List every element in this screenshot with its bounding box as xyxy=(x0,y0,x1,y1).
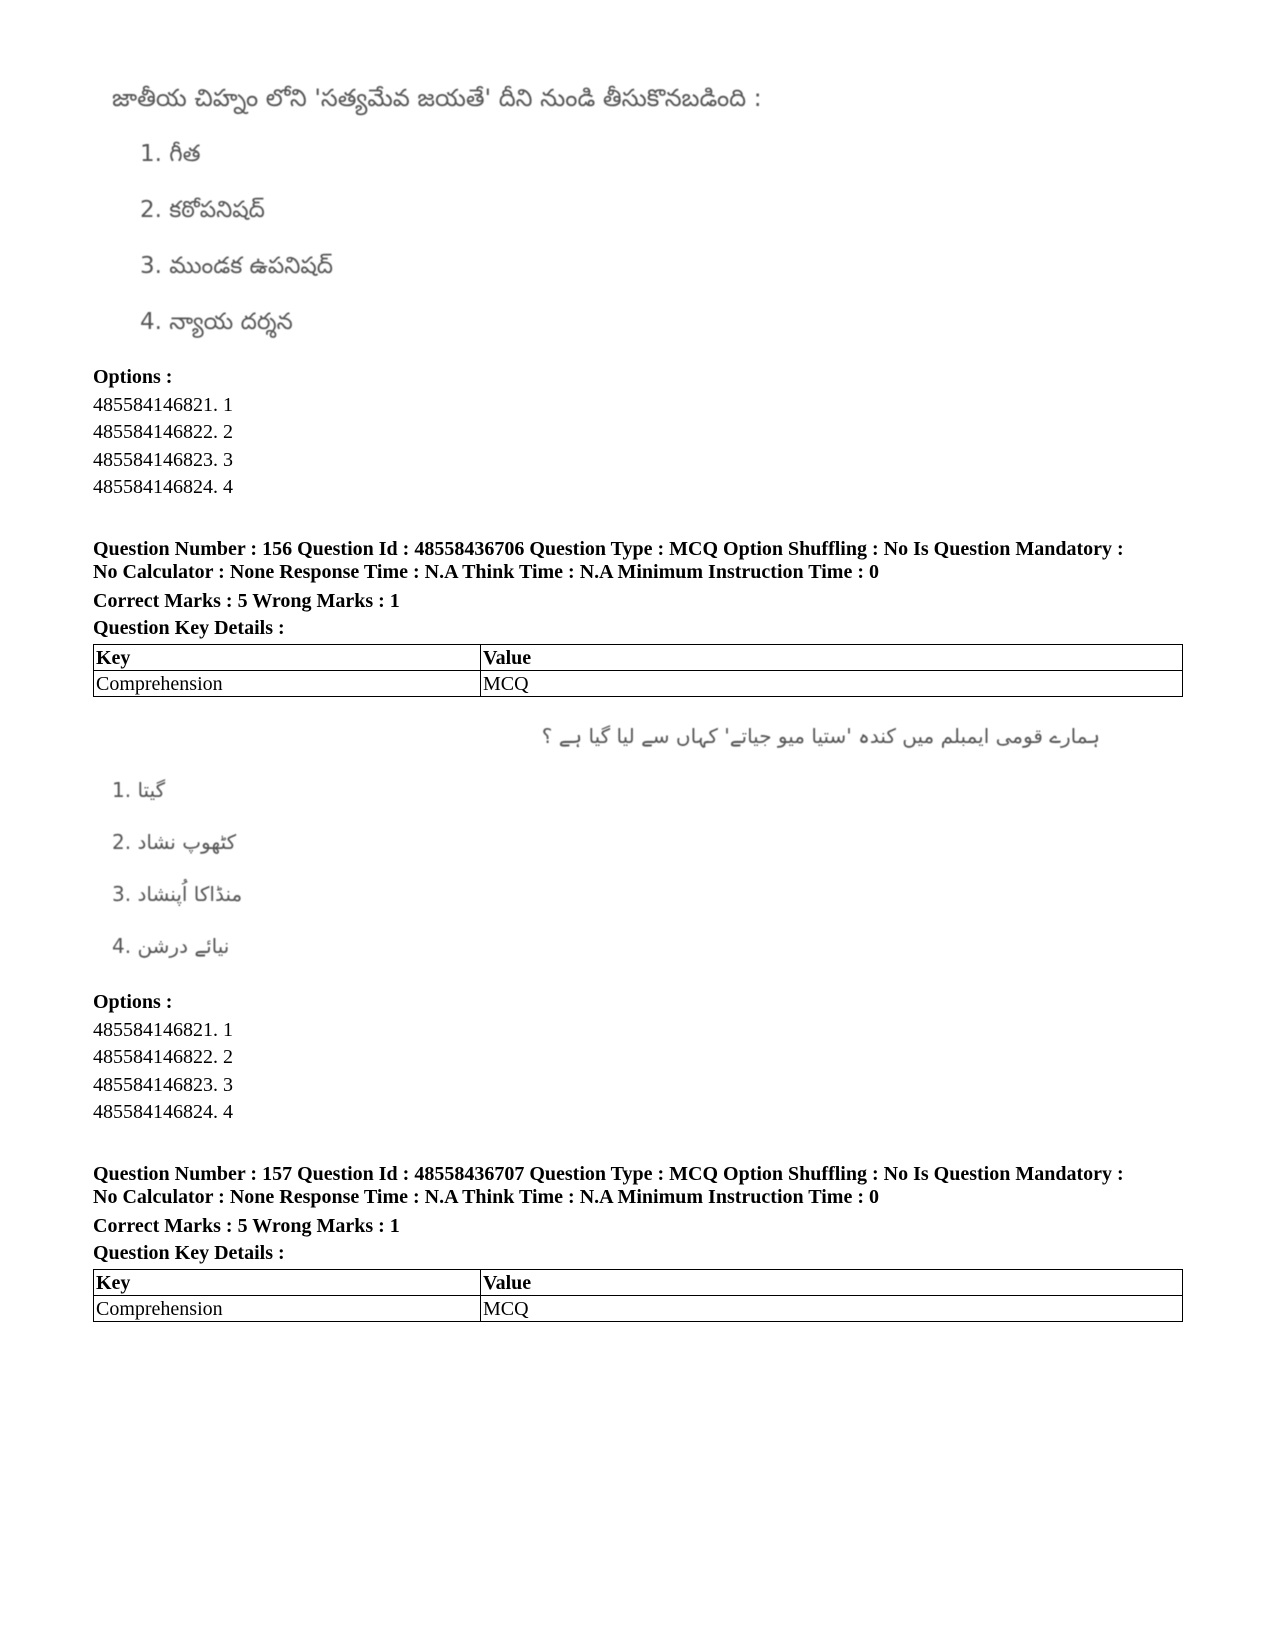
question-header-157 xyxy=(93,1163,1193,1209)
question-choice-3: 3. ముండక ఉపనిషద్ xyxy=(140,253,334,279)
key-details-label: Question Key Details : xyxy=(93,1242,285,1264)
option-item: 485584146824. 4 xyxy=(93,1101,233,1123)
table-header-value: Value xyxy=(481,1270,1183,1296)
options-label: Options : xyxy=(93,991,173,1013)
table-cell-value: MCQ xyxy=(481,1296,1183,1322)
key-details-table xyxy=(93,1269,1183,1322)
question-meta-line: No Calculator : None Response Time : N.A Think Time : N.A Minimum Instruction Time : 0 xyxy=(93,561,879,583)
options-section-155 xyxy=(93,364,1193,502)
question-choice-1: 1. గీత xyxy=(140,141,201,167)
table-header-row xyxy=(94,1270,1183,1296)
table-cell-value: MCQ xyxy=(481,671,1183,697)
question-choice-2: 2. కఠోపనిషద్ xyxy=(140,197,265,223)
question-choice-4: 4. نیائے درشن xyxy=(112,934,230,958)
question-choice-4: 4. న్యాయ దర్శన xyxy=(140,309,293,335)
option-item: 485584146821. 1 xyxy=(93,393,233,416)
option-item: 485584146822. 2 xyxy=(93,1046,233,1068)
question-stem: ہمارے قومی ایمبلم میں کندہ 'ستیا میو جیاتے' کہاں سے لیا گیا ہے ؟ xyxy=(541,724,1100,748)
option-item: 485584146824. 4 xyxy=(93,476,233,498)
table-cell-key: Comprehension xyxy=(94,671,481,697)
options-label: Options : xyxy=(93,366,173,388)
marks-line: Correct Marks : 5 Wrong Marks : 1 xyxy=(93,590,400,612)
key-details-table xyxy=(93,644,1183,697)
table-header-row xyxy=(94,645,1183,671)
options-section-156 xyxy=(93,989,1193,1127)
marks-line: Correct Marks : 5 Wrong Marks : 1 xyxy=(93,1215,400,1237)
option-item: 485584146823. 3 xyxy=(93,448,233,471)
question-choice-1: 1. گیتا xyxy=(112,778,166,802)
key-details-label: Question Key Details : xyxy=(93,617,285,639)
question-header-156 xyxy=(93,538,1193,584)
table-row xyxy=(94,1296,1183,1322)
option-item: 485584146822. 2 xyxy=(93,421,233,443)
table-row xyxy=(94,671,1183,697)
table-header-value: Value xyxy=(481,645,1183,671)
table-cell-key: Comprehension xyxy=(94,1296,481,1322)
table-header-key: Key xyxy=(94,1270,481,1296)
question-choice-2: 2. کٹھوپ نشاد xyxy=(112,830,237,854)
option-item: 485584146821. 1 xyxy=(93,1018,233,1041)
table-header-key: Key xyxy=(94,645,481,671)
question-stem: జాతీయ చిహ్నం లోని 'సత్యమేవ జయతే' దీని నుండి తీసుకొనబడింది : xyxy=(112,84,762,112)
question-meta-line: No Calculator : None Response Time : N.A Think Time : N.A Minimum Instruction Time : 0 xyxy=(93,1186,879,1208)
question-meta-line: Question Number : 157 Question Id : 48558436707 Question Type : MCQ Option Shuffling : No Is Question Mandatory : xyxy=(93,1163,1124,1185)
option-item: 485584146823. 3 xyxy=(93,1073,233,1096)
question-choice-3: 3. منڈاکا اُپنشاد xyxy=(112,882,243,906)
question-meta-line: Question Number : 156 Question Id : 48558436706 Question Type : MCQ Option Shuffling : No Is Question Mandatory : xyxy=(93,538,1124,560)
